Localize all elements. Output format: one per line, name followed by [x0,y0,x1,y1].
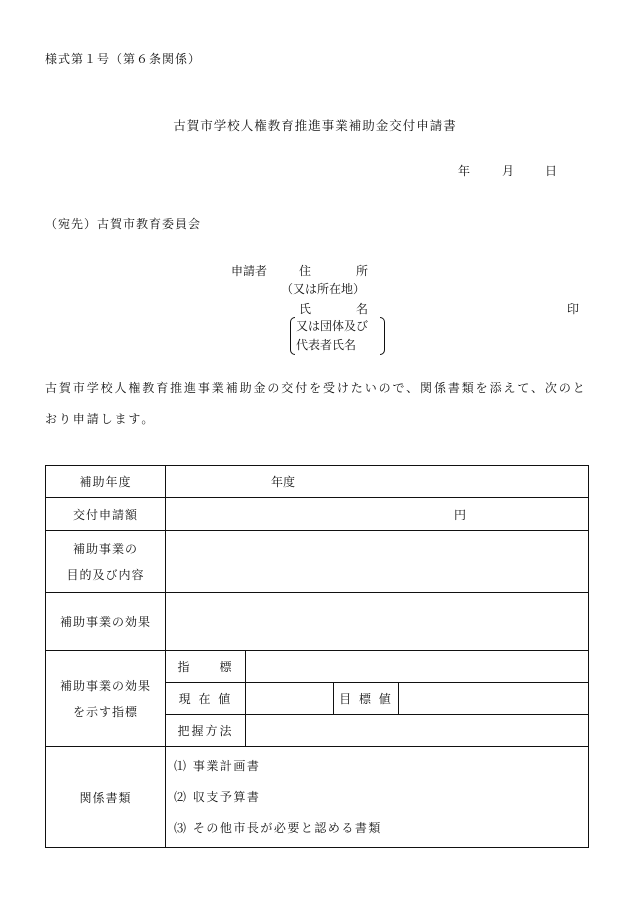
bracket-left [290,317,295,355]
bracket-right [380,317,385,355]
seal-mark: 印 [567,302,580,316]
name-label-a: 氏 [299,302,312,316]
purpose-label [46,531,166,593]
docs-item: ⑶ その他市長が必要と認める書類 [174,820,382,835]
document-title: 古賀市学校人権教育推進事業補助金交付申請書 [173,118,457,133]
date-year: 年 [458,164,471,178]
application-statement: 古賀市学校人権教育推進事業補助金の交付を受けたいので、関係書類を添えて、次のとおり申請します。 [45,381,587,426]
org-line1: 又は団体及び [296,319,369,333]
year-label: 補助年度 [46,466,166,498]
amount-unit: 円 [454,507,467,522]
method-label: 把握方法 [166,715,246,747]
year-unit: 年度 [271,475,296,489]
address-note: （又は所在地） [281,282,366,296]
method-field[interactable] [246,715,589,747]
addressee: （宛先）古賀市教育委員会 [45,217,202,231]
applicant-label: 申請者 [231,264,268,278]
date-day: 日 [545,164,558,178]
indicator-sublabel: 指 標 [166,651,246,683]
docs-item: ⑵ 収支予算書 [174,789,261,804]
name-label-b: 名 [356,302,369,316]
indicator-label-line1: 補助事業の効果 [59,678,151,693]
docs-label: 関係書類 [46,747,166,848]
indicator-label [46,651,166,747]
indicator-field[interactable] [246,651,589,683]
purpose-label-line2: 目的及び内容 [66,567,145,582]
date-month: 月 [502,164,515,178]
form-number: 様式第１号（第６条関係） [45,52,202,66]
current-value-label: 現 在 値 [166,683,246,715]
address-label-b: 所 [356,264,369,278]
address-label-a: 住 [299,264,312,278]
org-line2: 代表者氏名 [296,338,357,352]
current-value-field[interactable] [246,683,334,715]
target-value-field[interactable] [399,683,589,715]
application-table [45,465,589,848]
target-value-label: 目 標 値 [334,683,399,715]
purpose-field[interactable] [166,531,589,593]
indicator-label-line2: を示す指標 [72,704,138,719]
year-field[interactable] [166,466,589,498]
effect-label: 補助事業の効果 [46,593,166,651]
purpose-label-line1: 補助事業の [72,541,138,556]
effect-field[interactable] [166,593,589,651]
amount-label: 交付申請額 [46,498,166,531]
docs-item: ⑴ 事業計画書 [174,758,261,773]
amount-field[interactable] [166,498,589,531]
docs-list [166,747,589,848]
